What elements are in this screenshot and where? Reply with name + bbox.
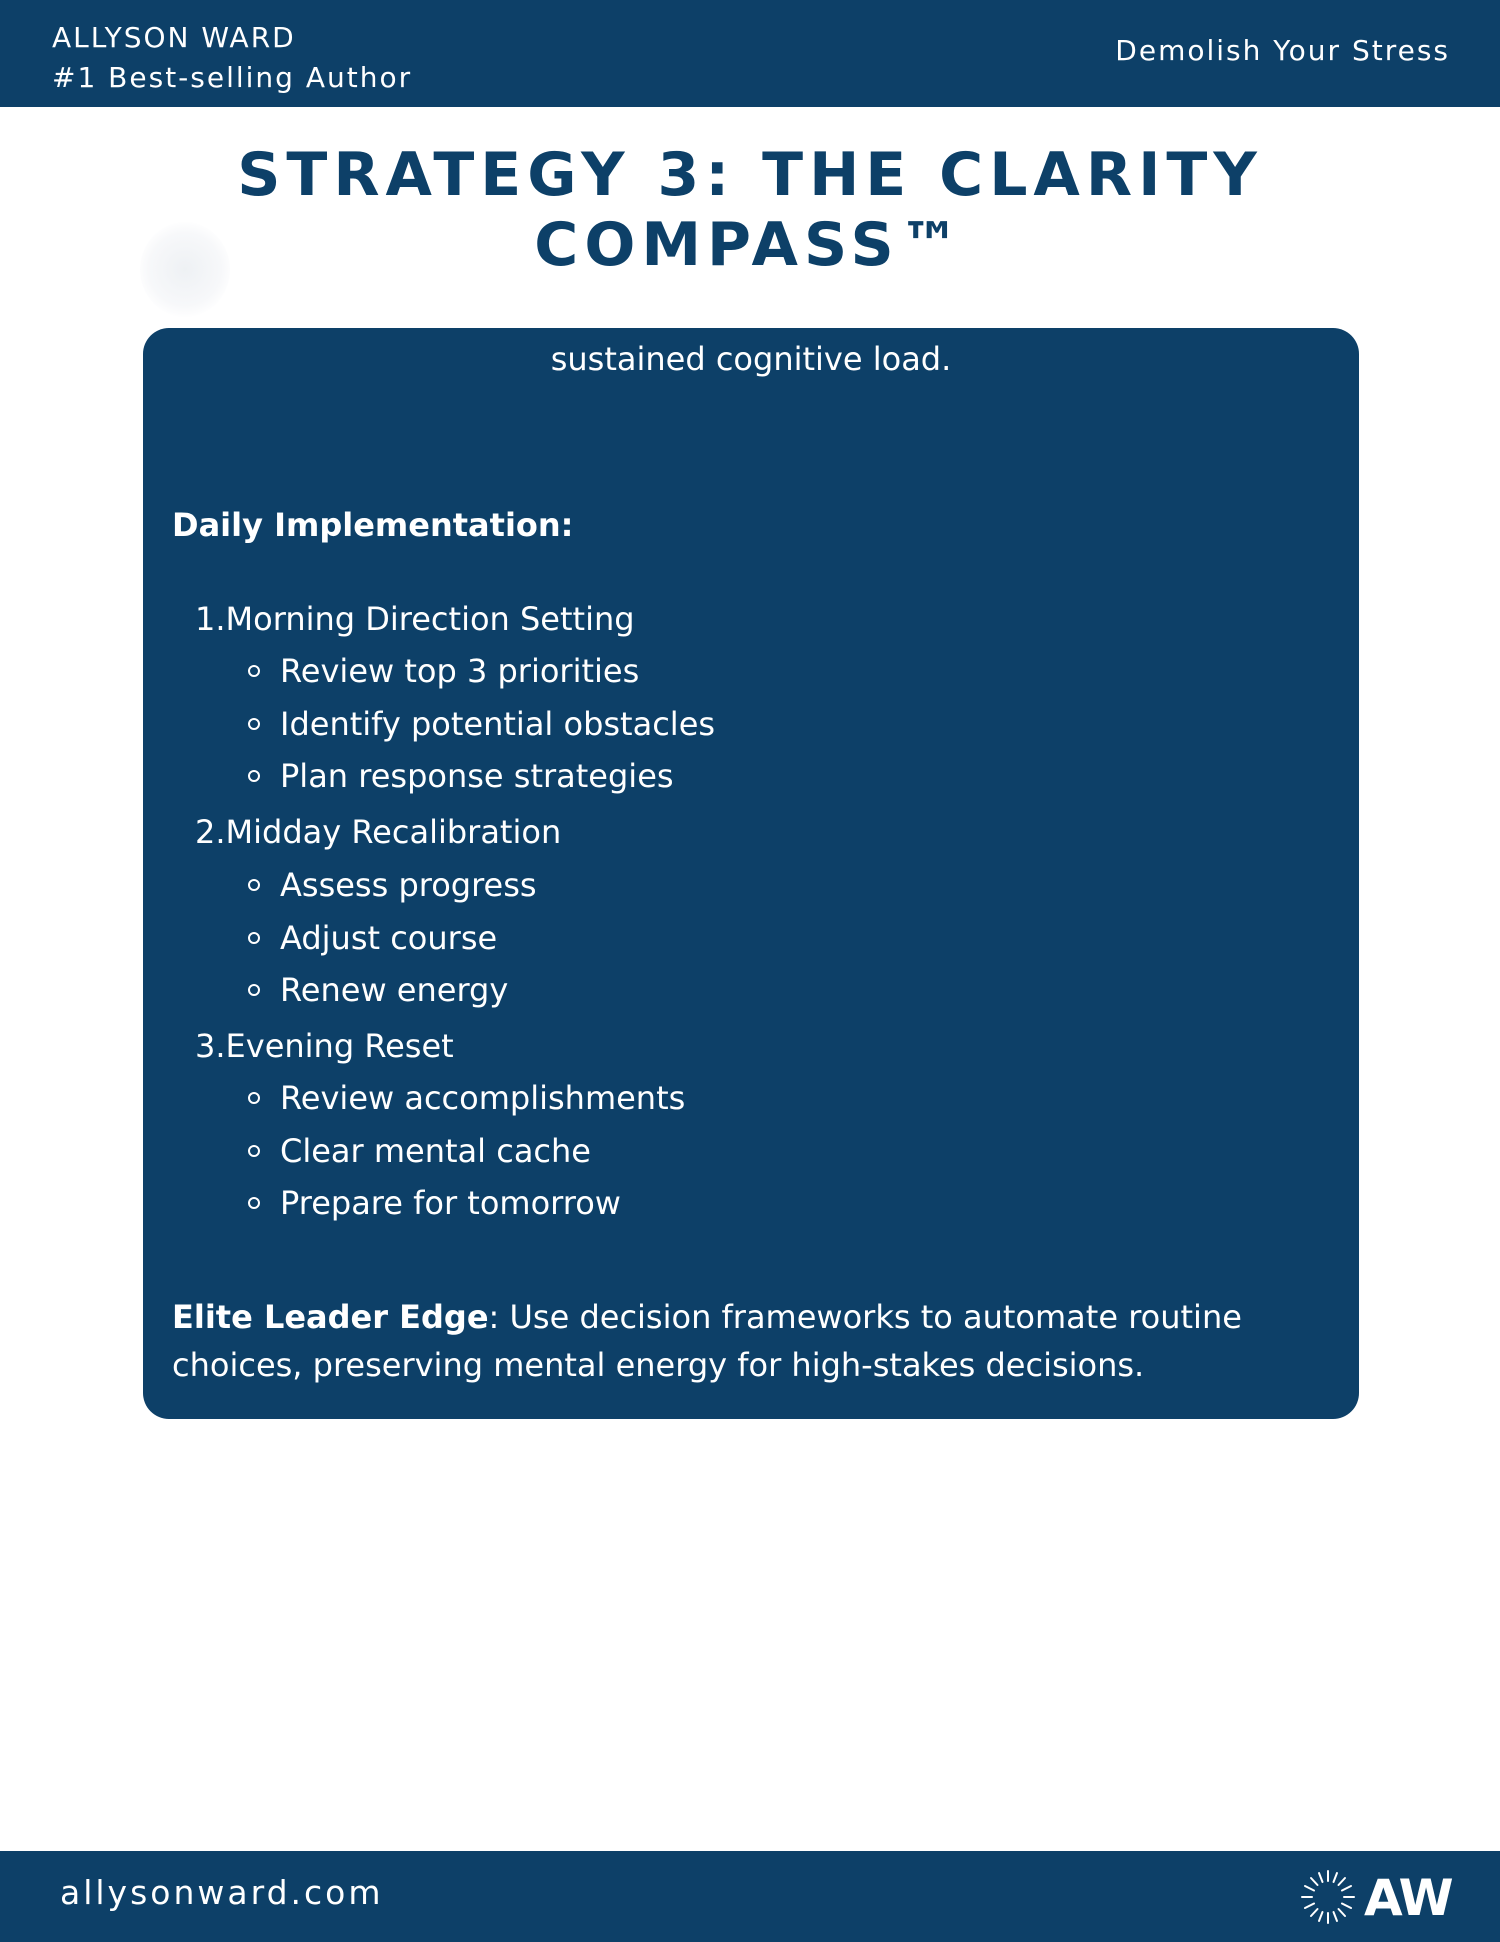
page-header (0, 0, 1500, 107)
circle-bullet-icon (248, 1092, 260, 1104)
circle-bullet-icon (248, 1145, 260, 1157)
title-line-2: COMPASS™ (534, 210, 966, 280)
page-title (0, 140, 1500, 280)
title-line-1: STRATEGY 3: THE CLARITY (237, 140, 1263, 210)
list-item: Assess progress (248, 866, 537, 904)
circle-bullet-icon (248, 932, 260, 944)
list-item: Identify potential obstacles (248, 705, 715, 743)
author-block (52, 18, 412, 98)
author-name: ALLYSON WARD (52, 21, 296, 54)
step-label: 2.Midday Recalibration (195, 813, 562, 851)
circle-bullet-icon (248, 1197, 260, 1209)
circle-bullet-icon (248, 770, 260, 782)
list-item: Renew energy (248, 971, 508, 1009)
circle-bullet-icon (248, 665, 260, 677)
list-item: Review top 3 priorities (248, 652, 639, 690)
website-link[interactable]: allysonward.com (60, 1873, 384, 1912)
list-item: Prepare for tomorrow (248, 1184, 621, 1222)
logo-monogram: AW (1364, 1869, 1452, 1927)
circle-bullet-icon (248, 718, 260, 730)
aw-logo (1298, 1867, 1458, 1927)
list-item: Clear mental cache (248, 1132, 591, 1170)
author-title: #1 Best-selling Author (52, 61, 413, 94)
step-label: 3.Evening Reset (195, 1027, 454, 1065)
page-footer (0, 1851, 1500, 1942)
book-tagline: Demolish Your Stress (1115, 34, 1450, 67)
edge-text: : Use decision frameworks to automate routine choices, preserving mental energy for high-stakes decisions. (172, 1298, 1242, 1384)
circle-bullet-icon (248, 984, 260, 996)
sunburst-logo-icon (1298, 1867, 1358, 1927)
list-item: Adjust course (248, 919, 497, 957)
intro-text: sustained cognitive load. (550, 340, 952, 378)
daily-heading: Daily Implementation: (172, 506, 574, 544)
list-item: Plan response strategies (248, 757, 674, 795)
edge-label: Elite Leader Edge (172, 1298, 489, 1336)
strategy-card (143, 328, 1359, 1419)
list-item: Review accomplishments (248, 1079, 685, 1117)
elite-leader-edge (172, 1293, 1322, 1389)
circle-bullet-icon (248, 879, 260, 891)
step-label: 1.Morning Direction Setting (195, 600, 635, 638)
